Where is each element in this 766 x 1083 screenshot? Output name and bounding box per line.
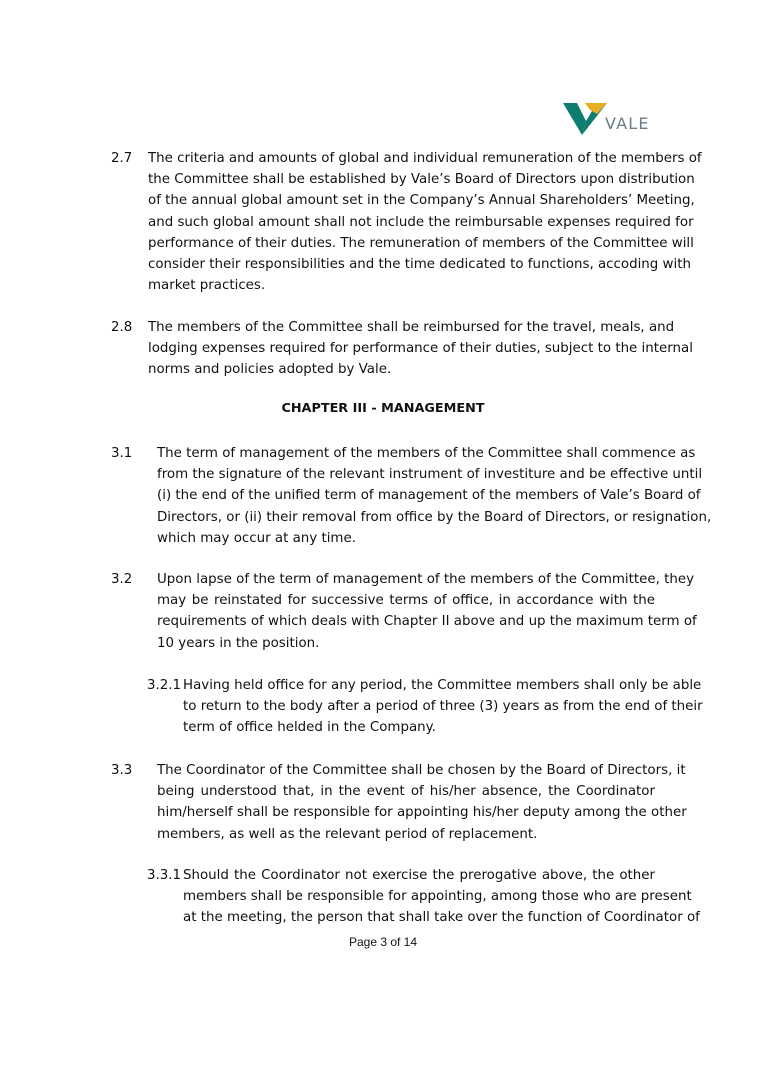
text-line: members, as well as the relevant period of replacement. [157, 826, 538, 842]
text-line: at the meeting, the person that shall take over the function of Coordinator of [183, 910, 700, 926]
text-line: and such global amount shall not include the reimbursable expenses required for [148, 214, 694, 230]
text-line: from the signature of the relevant instrument of investiture and be effective until [157, 467, 703, 483]
text-line: which may occur at any time. [157, 530, 356, 546]
vale-logo [563, 101, 653, 137]
logo-text: VALE [605, 114, 650, 133]
section-number: 2.8 [111, 320, 133, 335]
chapter-heading: CHAPTER III - MANAGEMENT [281, 401, 485, 416]
vale-logo-mark [563, 101, 607, 137]
section-2-8-text [148, 317, 693, 381]
text-line: performance of their duties. The remuneration of members of the Committee will [148, 235, 694, 251]
text-line: Directors, or (ii) their removal from office by the Board of Directors, or resignation, [157, 509, 712, 525]
text-line: Upon lapse of the term of management of the members of the Committee, they [157, 572, 695, 587]
text-line: The term of management of the members of the Committee shall commence as [157, 446, 696, 461]
section-number: 3.2 [111, 572, 133, 587]
section-3-2-1-text [183, 675, 703, 739]
section-number: 3.3.1 [147, 868, 182, 883]
section-number: 3.1 [111, 446, 133, 461]
text-line: market practices. [148, 278, 266, 294]
section-number: 3.2.1 [147, 678, 182, 693]
text-line: The criteria and amounts of global and individual remuneration of the members of [148, 151, 702, 166]
text-line: may be reinstated for successive terms of office, in accordance with the [157, 593, 655, 609]
text-line: term of office helded in the Company. [183, 720, 436, 736]
section-2-7-text [148, 148, 702, 296]
text-line: members shall be responsible for appointing, among those who are present [183, 889, 692, 905]
text-line: of the annual global amount set in the Company’s Annual Shareholders’ Meeting, [148, 193, 695, 209]
text-line: him/herself shall be responsible for appointing his/her deputy among the other [157, 805, 687, 821]
text-line: Having held office for any period, the Committee members shall only be able [183, 678, 702, 693]
text-line: (i) the end of the unified term of management of the members of Vale’s Board of [157, 488, 701, 504]
text-line: requirements of which deals with Chapter II above and up the maximum term of [157, 614, 697, 630]
section-3-3-text [157, 760, 687, 845]
text-line: The Coordinator of the Committee shall be chosen by the Board of Directors, it [157, 763, 686, 778]
section-number: 3.3 [111, 763, 133, 778]
page-number: Page 3 of 14 [348, 935, 418, 949]
text-line: norms and policies adopted by Vale. [148, 362, 392, 378]
text-line: Should the Coordinator not exercise the prerogative above, the other [183, 868, 655, 883]
text-line: the Committee shall be established by Vale’s Board of Directors upon distribution [148, 172, 695, 188]
text-line: consider their responsibilities and the time dedicated to functions, accoding with [148, 256, 691, 272]
text-line: lodging expenses required for performance of their duties, subject to the internal [148, 341, 693, 357]
section-number: 2.7 [111, 151, 133, 166]
section-3-1-text [157, 443, 712, 549]
section-3-2-text [157, 569, 697, 654]
text-line: being understood that, in the event of his/her absence, the Coordinator [157, 784, 655, 800]
section-3-3-1-text [183, 865, 700, 929]
text-line: The members of the Committee shall be reimbursed for the travel, meals, and [148, 320, 675, 335]
text-line: 10 years in the position. [157, 635, 320, 651]
text-line: to return to the body after a period of three (3) years as from the end of their [183, 699, 703, 715]
